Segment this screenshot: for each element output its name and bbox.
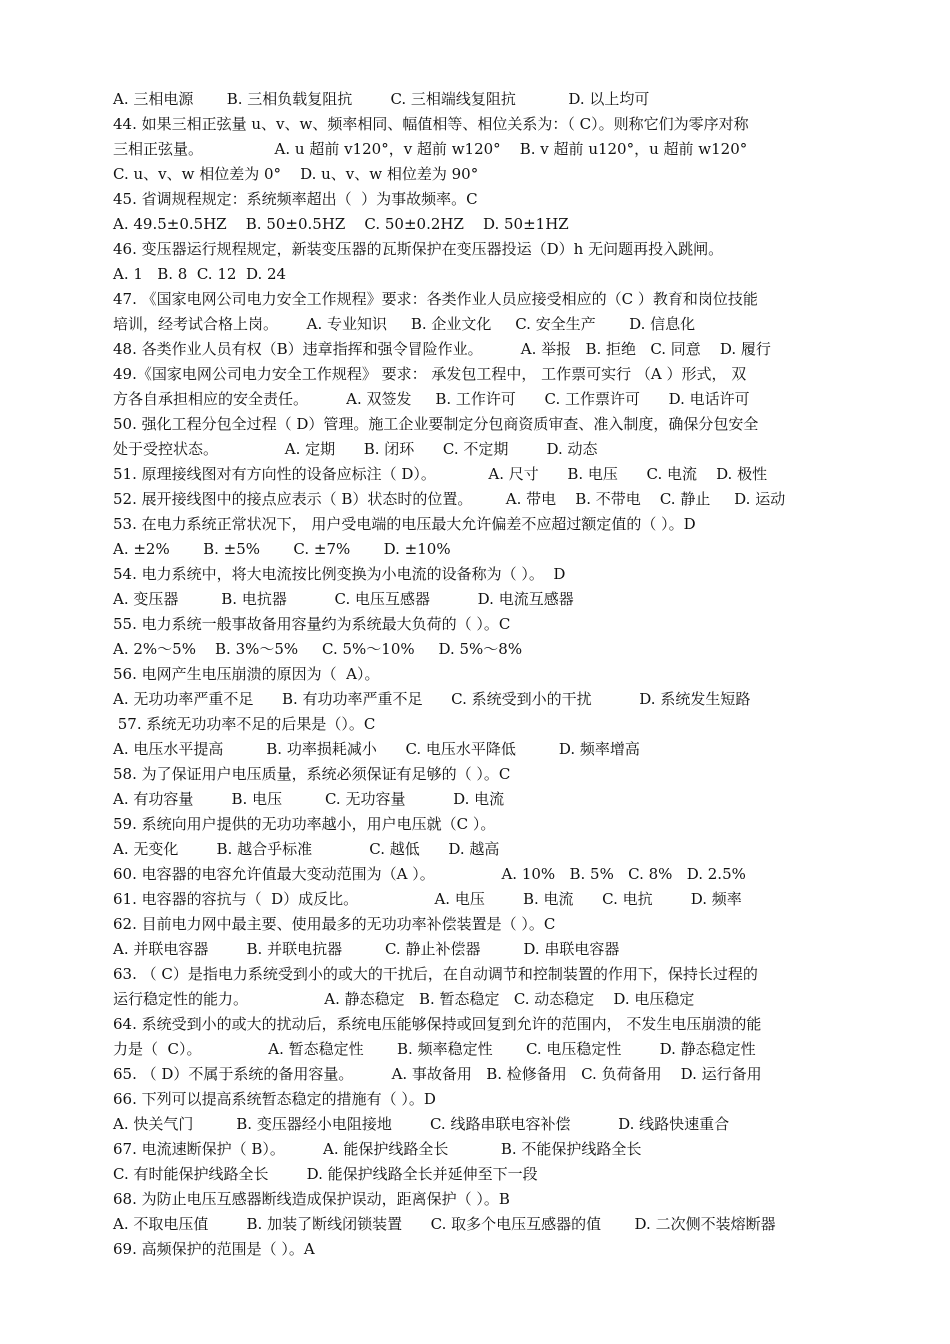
text-line: 50. 强化工程分包全过程（ D）管理。施工企业要制定分包商资质审查、准入制度，确保分包安全 bbox=[113, 415, 759, 433]
text-line: A. 无变化 B. 越合乎标准 C. 越低 D. 越高 bbox=[113, 840, 500, 858]
text-line: A. 有功容量 B. 电压 C. 无功容量 D. 电流 bbox=[113, 790, 505, 808]
text-line: 55. 电力系统一般事故备用容量约为系统最大负荷的（ ）。C bbox=[113, 615, 511, 633]
text-line: A. 无功功率严重不足 B. 有功功率严重不足 C. 系统受到小的干扰 D. 系统发生短路 bbox=[113, 690, 751, 708]
text-line: A. 电压水平提高 B. 功率损耗减小 C. 电压水平降低 D. 频率增高 bbox=[113, 740, 640, 758]
text-line: C. u、v、w 相位差为 0° D. u、v、w 相位差为 90° bbox=[113, 165, 479, 183]
text-line: 51. 原理接线图对有方向性的设备应标注（ D）。 A. 尺寸 B. 电压 C. 电流 D. 极性 bbox=[113, 465, 768, 483]
text-line: A. 变压器 B. 电抗器 C. 电压互感器 D. 电流互感器 bbox=[113, 590, 574, 608]
text-line: A. 2%～5% B. 3%～5% C. 5%～10% D. 5%～8% bbox=[113, 640, 523, 658]
text-line: C. 有时能保护线路全长 D. 能保护线路全长并延伸至下一段 bbox=[113, 1165, 538, 1183]
text-line: 54. 电力系统中，将大电流按比例变换为小电流的设备称为（ ）。 D bbox=[113, 565, 566, 583]
text-line: 63. （ C）是指电力系统受到小的或大的干扰后，在自动调节和控制装置的作用下，保持长过程的 bbox=[113, 965, 758, 983]
text-line: A. 不取电压值 B. 加装了断线闭锁装置 C. 取多个电压互感器的值 D. 二次侧不装熔断器 bbox=[113, 1215, 776, 1233]
text-line: A. 三相电源 B. 三相负载复阻抗 C. 三相端线复阻抗 D. 以上均可 bbox=[113, 90, 650, 108]
text-line: 三相正弦量。 A. u 超前 v120°，v 超前 w120° B. v 超前 u120°，u 超前 w120° bbox=[113, 140, 748, 158]
text-line: 58. 为了保证用户电压质量，系统必须保证有足够的（ ）。C bbox=[113, 765, 511, 783]
text-line: 45. 省调规程规定：系统频率超出（ ）为事故频率。C bbox=[113, 190, 478, 208]
text-line: 培训，经考试合格上岗。 A. 专业知识 B. 企业文化 C. 安全生产 D. 信息化 bbox=[113, 315, 696, 333]
text-line: 处于受控状态。 A. 定期 B. 闭环 C. 不定期 D. 动态 bbox=[113, 440, 598, 458]
text-line: 61. 电容器的容抗与（ D）成反比。 A. 电压 B. 电流 C. 电抗 D. 频率 bbox=[113, 890, 742, 908]
text-line: A. 并联电容器 B. 并联电抗器 C. 静止补偿器 D. 串联电容器 bbox=[113, 940, 620, 958]
text-line: A. 49.5±0.5HZ B. 50±0.5HZ C. 50±0.2HZ D. 50±1HZ bbox=[113, 215, 569, 233]
text-line: 69. 高频保护的范围是（ ）。A bbox=[113, 1240, 315, 1258]
text-line: 64. 系统受到小的或大的扰动后，系统电压能够保持或回复到允许的范围内， 不发生电压崩溃的能 bbox=[113, 1015, 762, 1033]
text-line: 65. （ D）不属于系统的备用容量。 A. 事故备用 B. 检修备用 C. 负荷备用 D. 运行备用 bbox=[113, 1065, 762, 1083]
text-line: 力是（ C）。 A. 暂态稳定性 B. 频率稳定性 C. 电压稳定性 D. 静态稳定性 bbox=[113, 1040, 756, 1058]
text-line: 62. 目前电力网中最主要、使用最多的无功功率补偿装置是（ ）。C bbox=[113, 915, 556, 933]
text-line: 60. 电容器的电容允许值最大变动范围为（A ）。 A. 10% B. 5% C. 8% D. 2.5% bbox=[113, 865, 746, 883]
text-line: 67. 电流速断保护（ B）。 A. 能保护线路全长 B. 不能保护线路全长 bbox=[113, 1140, 642, 1158]
text-line: 方各自承担相应的安全责任。 A. 双签发 B. 工作许可 C. 工作票许可 D. 电话许可 bbox=[113, 390, 750, 408]
text-line: A. 1 B. 8 C. 12 D. 24 bbox=[113, 265, 287, 283]
text-line: 46. 变压器运行规程规定，新装变压器的瓦斯保护在变压器投运（D）h 无问题再投入跳闸。 bbox=[113, 240, 724, 258]
text-line: 53. 在电力系统正常状况下， 用户受电端的电压最大允许偏差不应超过额定值的（ ）。D bbox=[113, 515, 696, 533]
text-line: 52. 展开接线图中的接点应表示（ B）状态时的位置。 A. 带电 B. 不带电 C. 静止 D. 运动 bbox=[113, 490, 786, 508]
text-line: A. 快关气门 B. 变压器经小电阻接地 C. 线路串联电容补偿 D. 线路快速重合 bbox=[113, 1115, 730, 1133]
text-line: 47. 《国家电网公司电力安全工作规程》要求：各类作业人员应接受相应的（C ）教育和岗位技能 bbox=[113, 290, 758, 308]
text-line: 66. 下列可以提高系统暂态稳定的措施有（ ）。D bbox=[113, 1090, 436, 1108]
text-line: 68. 为防止电压互感器断线造成保护误动，距离保护（ ）。B bbox=[113, 1190, 510, 1208]
text-line: 运行稳定性的能力。 A. 静态稳定 B. 暂态稳定 C. 动态稳定 D. 电压稳定 bbox=[113, 990, 695, 1008]
text-line: 57. 系统无功功率不足的后果是（）。C bbox=[113, 715, 376, 733]
text-line: 48. 各类作业人员有权（B）违章指挥和强令冒险作业。 A. 举报 B. 拒绝 C. 同意 D. 履行 bbox=[113, 340, 771, 358]
text-line: 44. 如果三相正弦量 u、v、w、频率相同、幅值相等、相位关系为：（ C）。则称它们为零序对称 bbox=[113, 115, 749, 133]
text-line: 49.《国家电网公司电力安全工作规程》 要求： 承发包工程中， 工作票可实行 （A ）形式， 双 bbox=[113, 365, 747, 383]
text-line: A. ±2% B. ±5% C. ±7% D. ±10% bbox=[113, 540, 451, 558]
text-line: 59. 系统向用户提供的无功功率越小，用户电压就（C ）。 bbox=[113, 815, 496, 833]
text-line: 56. 电网产生电压崩溃的原因为（ A）。 bbox=[113, 665, 380, 683]
